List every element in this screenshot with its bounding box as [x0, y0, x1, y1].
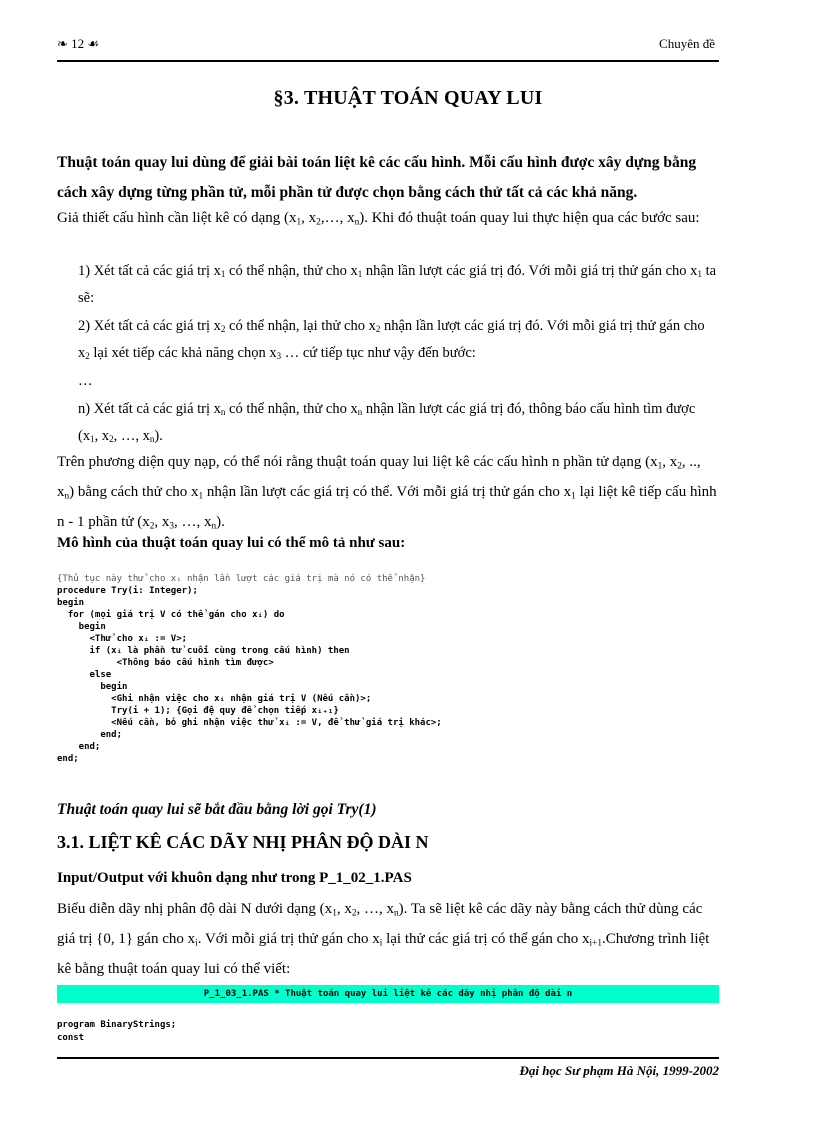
page-header: [57, 36, 719, 56]
footer-rule: [57, 1057, 719, 1059]
code-line: for (mọi giá trị V có thể gán cho xᵢ) do: [57, 610, 285, 620]
code-line: <Thử cho xᵢ := V>;: [57, 634, 188, 644]
code-line: <Thông báo cấu hình tìm được>: [57, 658, 274, 668]
section-title: §3. THUẬT TOÁN QUAY LUI: [273, 87, 543, 109]
step-n: n) Xét tất cả các giá trị $x_n$ có thể nhận, thử cho $x_n$ nhận lần lượt các giá trị đó, thông báo cấu hình tìm được ($x_1$, $x_2$, …, $x_n$).: [78, 401, 696, 445]
code-line: <Ghi nhận việc cho xᵢ nhận giá trị V (Nếu cần)>;: [57, 694, 372, 704]
io-heading: Input/Output với khuôn dạng như trong P_1_02_1.PAS: [57, 870, 412, 886]
intro-paragraph: Thuật toán quay lui dùng để giải bài toán liệt kê các cấu hình. Mỗi cấu hình được xây dựng bằng cách xây dựng từng phần tử, mỗi phần tử được chọn bằng cách thử tất cả các khả năng.: [57, 154, 697, 201]
code-line: {Thủ tục này thử cho xᵢ nhận lần lượt các giá trị mà nó có thể nhận}: [57, 574, 426, 584]
code-line: end;: [57, 754, 79, 764]
model-heading: Mô hình của thuật toán quay lui có thể mô tả như sau:: [57, 535, 406, 551]
code-line: Try(i + 1); {Gọi đệ quy để chọn tiếp xᵢ₊₁}: [57, 706, 339, 716]
subsection-title: 3.1. LIỆT KÊ CÁC DÃY NHỊ PHÂN ĐỘ DÀI N: [57, 832, 429, 852]
configuration-paragraph: Giả thiết cấu hình cần liệt kê có dạng ($x_1$, $x_2,\dots$, $x_n$). Khi đó thuật toán quay lui thực hiện qua các bước sau:: [57, 210, 700, 228]
step-ellipsis: …: [78, 373, 93, 389]
code-line: const: [57, 1033, 85, 1043]
page-number: ❧ 12 ☙: [57, 36, 100, 51]
header-rule: [57, 60, 719, 62]
code-line: begin: [57, 598, 85, 608]
program-code-block: [57, 1006, 719, 1058]
code-line: end;: [57, 730, 123, 740]
step-2: 2) Xét tất cả các giá trị $x_2$ có thể nhận, lại thử cho $x_2$ nhận lần lượt các giá trị đó. Với mỗi giá trị thử gán cho $x_2$ lại xét tiếp các khả năng chọn $x_3$ … cứ tiếp tục như vậy đến bước:: [78, 318, 705, 362]
code-line: if (xᵢ là phần tử cuối cùng trong cấu hình) then: [57, 646, 350, 656]
step-1: 1) Xét tất cả các giá trị $x_1$ có thể nhận, thử cho $x_1$ nhận lần lượt các giá trị đó. Với mỗi giá trị thử gán cho $x_1$ ta sẽ:: [78, 263, 717, 306]
try-call-note: Thuật toán quay lui sẽ bắt đầu bằng lời gọi Try(1): [57, 801, 377, 818]
code-line: begin: [57, 682, 128, 692]
steps-list: [78, 258, 719, 451]
code-line: program BinaryStrings;: [57, 1020, 177, 1030]
code-line: end;: [57, 742, 101, 752]
footer-text: Đại học Sư phạm Hà Nội, 1999-2002: [519, 1063, 719, 1078]
code-file-banner: P_1_03_1.PAS * Thuật toán quay lui liệt kê các dãy nhị phân độ dài n: [57, 985, 719, 1003]
code-line: procedure Try(i: Integer);: [57, 586, 198, 596]
pseudocode-block: [57, 561, 719, 777]
code-line: <Nếu cần, bỏ ghi nhận việc thử xᵢ := V, để thử giá trị khác>;: [57, 718, 442, 728]
code-line: begin: [57, 622, 106, 632]
header-title: Chuyên đề: [659, 36, 715, 51]
binary-strings-paragraph: Biểu diễn dãy nhị phân độ dài N dưới dạng ($x_1$, $x_2$, …, $x_n$). Ta sẽ liệt kê các dãy này bằng cách thử dùng các giá trị {0, 1} gán cho $x_i$. Với mỗi giá trị thử gán cho $x_i$ lại thử các giá trị có thể gán cho $x_{i+1}.Chương$ trình liệt kê bằng thuật toán quay lui có thể viết:: [57, 901, 710, 977]
induction-paragraph: Trên phương diện quy nạp, có thể nói rằng thuật toán quay lui liệt kê các cấu hình n phần tử dạng ($x_1$, $x_2$, .., $x_n$) bằng cách thử cho $x_1$ nhận lần lượt các giá trị có thể. Với mỗi giá trị thử gán cho $x_1$ lại liệt kê tiếp cấu hình n - 1 phần tử ($x_2$, $x_3$, …, $x_n$).: [57, 454, 717, 532]
code-line: else: [57, 670, 112, 680]
